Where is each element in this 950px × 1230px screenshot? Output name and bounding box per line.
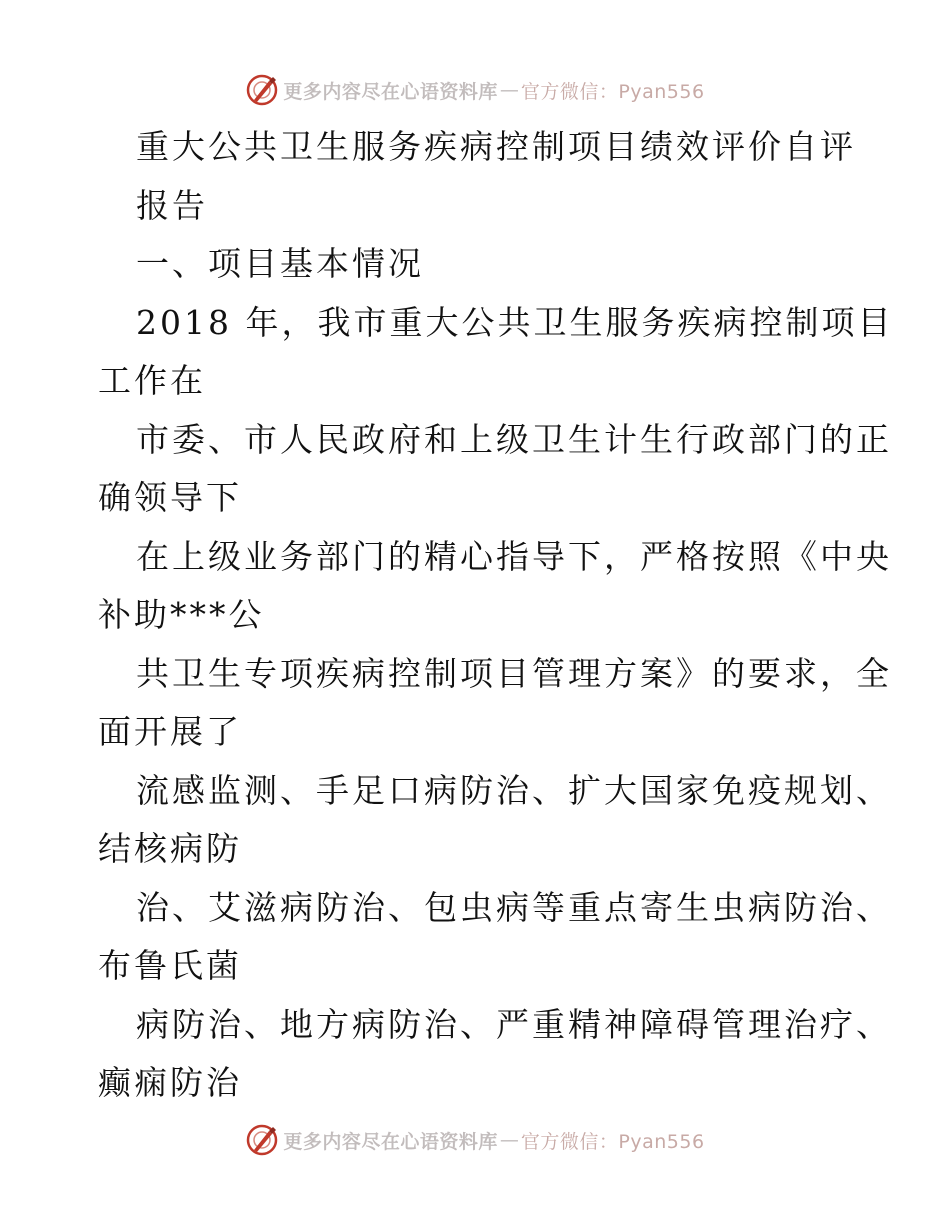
paragraph-line: 面开展了 [98, 712, 242, 751]
banner-dash: — [499, 1129, 519, 1151]
paragraph-line: 确领导下 [98, 478, 242, 517]
banner-wechat-text: 官方微信：Pyan556 [520, 80, 705, 103]
document-body [98, 118, 894, 1113]
paragraph-line: 工作在 [98, 361, 206, 400]
paragraph-line: 共卫生专项疾病控制项目管理方案》的要求，全 [136, 653, 892, 693]
document-title-line-2: 报告 [136, 185, 208, 225]
section-heading: 一、项目基本情况 [136, 244, 424, 283]
paragraph-line: 在上级业务部门的精心指导下，严格按照《中央 [136, 536, 892, 576]
paragraph-line: 病防治、地方病防治、严重精神障碍管理治疗、 [136, 1004, 892, 1044]
paragraph-line: 补助***公 [98, 595, 265, 634]
pen-logo-icon [245, 73, 279, 107]
banner-lead-text: 更多内容尽在心语资料库 [283, 1130, 498, 1153]
paragraph-line: 流感监测、手足口病防治、扩大国家免疫规划、 [136, 770, 892, 810]
paragraph-line: 2018 年，我市重大公共卫生服务疾病控制项目 [136, 302, 894, 342]
banner-lead-text: 更多内容尽在心语资料库 [283, 80, 498, 103]
paragraph-line: 布鲁氏菌 [98, 946, 242, 985]
header-banner [0, 68, 950, 112]
paragraph-line: 市委、市人民政府和上级卫生计生行政部门的正 [136, 419, 892, 459]
paragraph-line: 治、艾滋病防治、包虫病等重点寄生虫病防治、 [136, 887, 892, 927]
paragraph-line: 癫痫防治 [98, 1063, 242, 1102]
banner-dash: — [499, 79, 519, 101]
paragraph-line: 结核病防 [98, 829, 242, 868]
banner-wechat-text: 官方微信：Pyan556 [520, 1130, 705, 1153]
footer-banner [0, 1118, 950, 1162]
pen-logo-icon [245, 1123, 279, 1157]
document-title-line-1: 重大公共卫生服务疾病控制项目绩效评价自评 [136, 127, 856, 166]
